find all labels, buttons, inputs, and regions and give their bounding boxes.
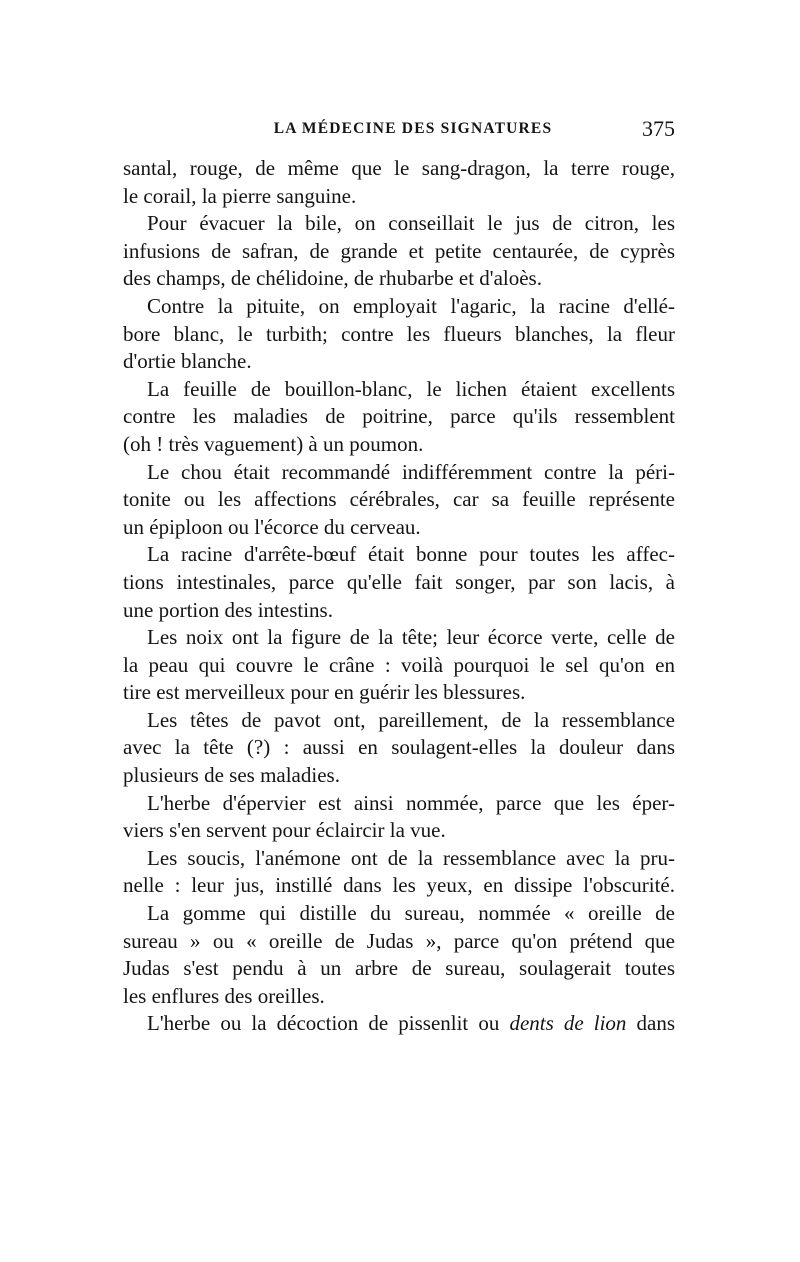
text-line: sureau » ou « oreille de Judas », parce qu'on prétend que — [123, 928, 675, 953]
text-line: Pour évacuer la bile, on conseillait le jus de citron, les — [147, 211, 675, 236]
text-line: tire est merveilleux pour en guérir les blessures. — [123, 680, 526, 705]
text-line: la peau qui couvre le crâne : voilà pourquoi le sel qu'on en — [123, 652, 675, 677]
text-line: (oh ! très vaguement) à un poumon. — [123, 431, 424, 456]
text-line: contre les maladies de poitrine, parce qu'ils ressemblent — [123, 404, 675, 429]
running-title: LA MÉDECINE DES SIGNATURES — [273, 120, 553, 137]
text-line: les enflures des oreilles. — [123, 983, 325, 1008]
text-line: une portion des intestins. — [123, 597, 333, 622]
text-line: d'ortie blanche. — [123, 349, 252, 374]
text-line: Les soucis, l'anémone ont de la ressemblance avec la pru- — [147, 845, 675, 870]
text-line: nelle : leur jus, instillé dans les yeux, en dissipe l'obscurité. — [123, 873, 675, 898]
text-line: viers s'en servent pour éclaircir la vue. — [123, 818, 446, 843]
text-line: santal, rouge, de même que le sang-dragon, la terre rouge, — [123, 156, 675, 180]
running-head — [123, 115, 675, 143]
text-line: L'herbe d'épervier est ainsi nommée, parce que les éper- — [147, 790, 675, 815]
page-number: 375 — [642, 116, 675, 141]
text-line: un épiploon ou l'écorce du cerveau. — [123, 514, 421, 539]
text-line: Les noix ont la figure de la tête; leur écorce verte, celle de — [147, 625, 675, 650]
text-line: La gomme qui distille du sureau, nommée « oreille de — [147, 901, 675, 926]
text-line: La feuille de bouillon-blanc, le lichen étaient excellents — [147, 376, 675, 401]
text-line: bore blanc, le turbith; contre les flueurs blanches, la fleur — [123, 321, 675, 346]
text-line: avec la tête (?) : aussi en soulagent-elles la douleur dans — [123, 735, 675, 760]
text-line: le corail, la pierre sanguine. — [123, 183, 357, 208]
text-line: Le chou était recommandé indifféremment contre la péri- — [147, 459, 675, 484]
text-line: plusieurs de ses maladies. — [123, 763, 340, 788]
final-line-end: dans — [626, 1011, 675, 1036]
text-line: des champs, de chélidoine, de rhubarbe et d'aloès. — [123, 266, 542, 291]
text-line: Contre la pituite, on employait l'agaric, la racine d'ellé- — [147, 293, 675, 318]
text-line: Les têtes de pavot ont, pareillement, de la ressemblance — [147, 707, 675, 732]
final-text-line — [123, 1010, 675, 1038]
final-line-start: L'herbe ou la décoction de pissenlit ou — [147, 1011, 510, 1036]
text-line: La racine d'arrête-bœuf était bonne pour toutes les affec- — [147, 542, 675, 567]
text-line: tions intestinales, parce qu'elle fait songer, par son lacis, à — [123, 569, 675, 594]
text-line: infusions de safran, de grande et petite centaurée, de cyprès — [123, 238, 675, 263]
body-text — [123, 155, 675, 1038]
italic-phrase: dents de lion — [509, 1011, 627, 1036]
text-line: Judas s'est pendu à un arbre de sureau, soulagerait toutes — [123, 956, 675, 981]
text-line: tonite ou les affections cérébrales, car sa feuille représente — [123, 487, 675, 512]
